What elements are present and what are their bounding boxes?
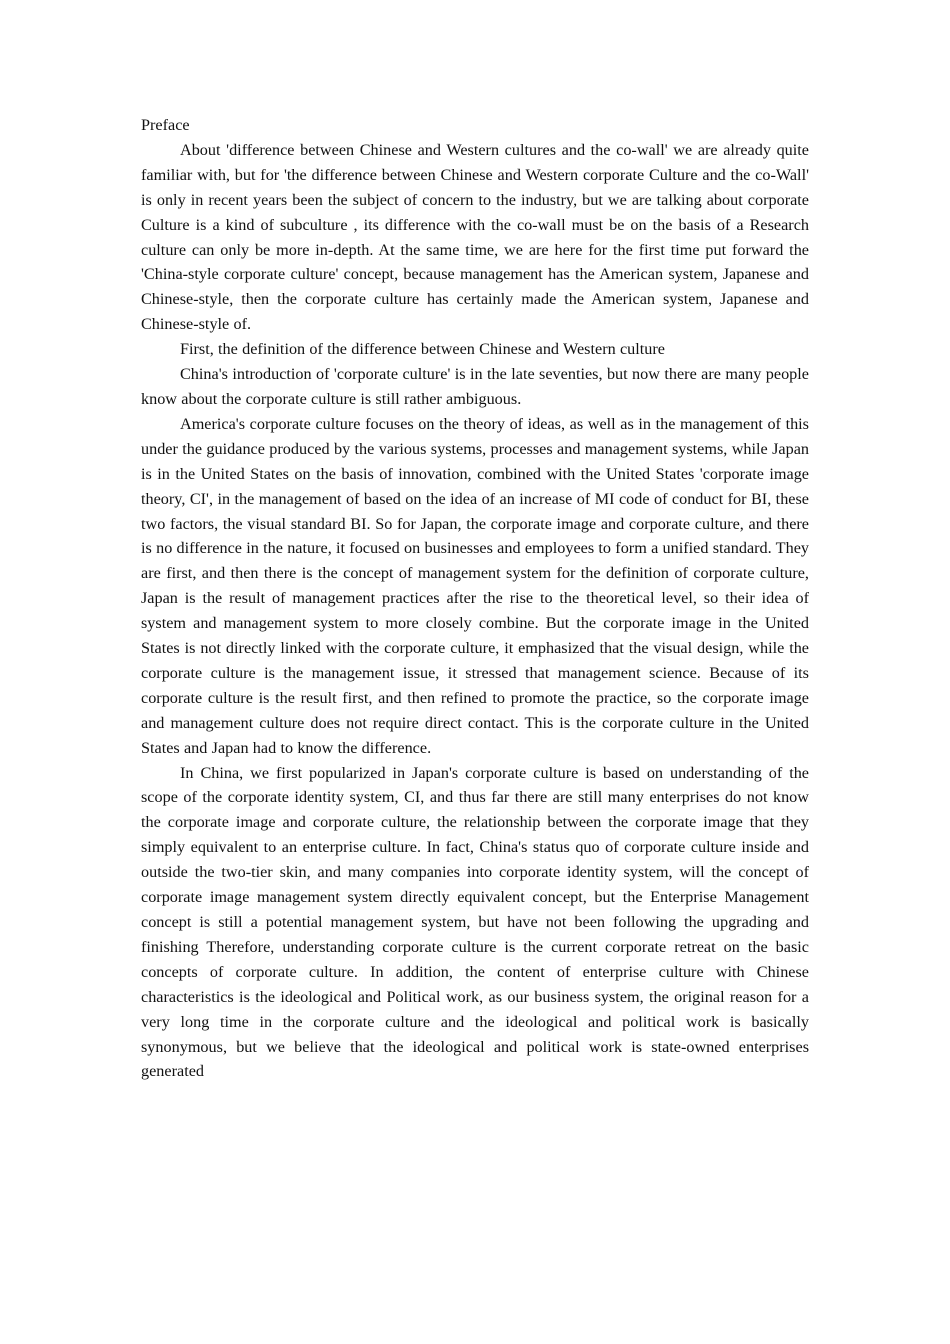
preface-heading: Preface [141, 116, 190, 134]
paragraph-first-definition: First, the definition of the difference between Chinese and Western culture [180, 340, 665, 359]
paragraph-america-corporate-culture: America's corporate culture focuses on the theory of ideas, as well as in the management of this under the guidance produced by the various systems, processes and management systems, while Japan is in the United States on the basis of innovation, combined with the United States 'corporate image theory, CI', in the management of based on the idea of an increase of MI code of conduct for BI, these two factors, the visual standard BI. So for Japan, the corporate image and corporate culture, and there is no difference in the nature, it focused on businesses and employees to form a unified standard. They are first, and then there is the concept of management system for the definition of corporate culture, Japan is the result of management practices after the rise to the theoretical level, so their idea of system and management system to more closely combine. But the corporate image in the United States is not directly linked with the corporate culture, it emphasized that the visual design, while the corporate culture is the management issue, it stressed that management science. Because of its corporate culture is the result first, and then refined to promote the practice, so the corporate image and management culture does not require direct contact. This is the corporate culture in the United States and Japan had to know the difference. [141, 414, 809, 757]
paragraph-about-difference: About 'difference between Chinese and Western cultures and the co-wall' we are already quite familiar with, but for 'the difference between Chinese and Western corporate Culture and the co-Wall' is only in recent years been the subject of concern to the industry, but we are talking about corporate Culture is a kind of subculture , its difference with the co-wall must be on the basis of a Research culture can only be more in-depth. At the same time, we are here for the first time put forward the 'China-style corporate culture' concept, because management has the American system, Japanese and Chinese-style, then the corporate culture has certainly made the American system, Japanese and Chinese-style of. [141, 140, 809, 334]
paragraph-in-china: In China, we first popularized in Japan's corporate culture is based on understanding of the scope of the corporate identity system, CI, and thus far there are still many enterprises do not know the corporate image and corporate culture, the relationship between the corporate image that they simply equivalent to an enterprise culture. In fact, China's status quo of corporate culture inside and outside the two-tier skin, and many companies into corporate identity system, will the concept of corporate image management system directly equivalent concept, but the Enterprise Management concept is still a potential management system, but have not been following the upgrading and finishing Therefore, understanding corporate culture is the current corporate retreat on the basic concepts of corporate culture. In addition, the content of enterprise culture with Chinese characteristics is the ideological and Political work, as our business system, the original reason for a very long time in the corporate culture and the ideological and political work is basically synonymous, but we believe that the ideological and political work is state-owned enterprises generated [141, 763, 809, 1081]
paragraph-china-introduction: China's introduction of 'corporate culture' is in the late seventies, but now there are many people know about the corporate culture is still rather ambiguous. [141, 365, 809, 408]
document-text-column [141, 113, 809, 1084]
